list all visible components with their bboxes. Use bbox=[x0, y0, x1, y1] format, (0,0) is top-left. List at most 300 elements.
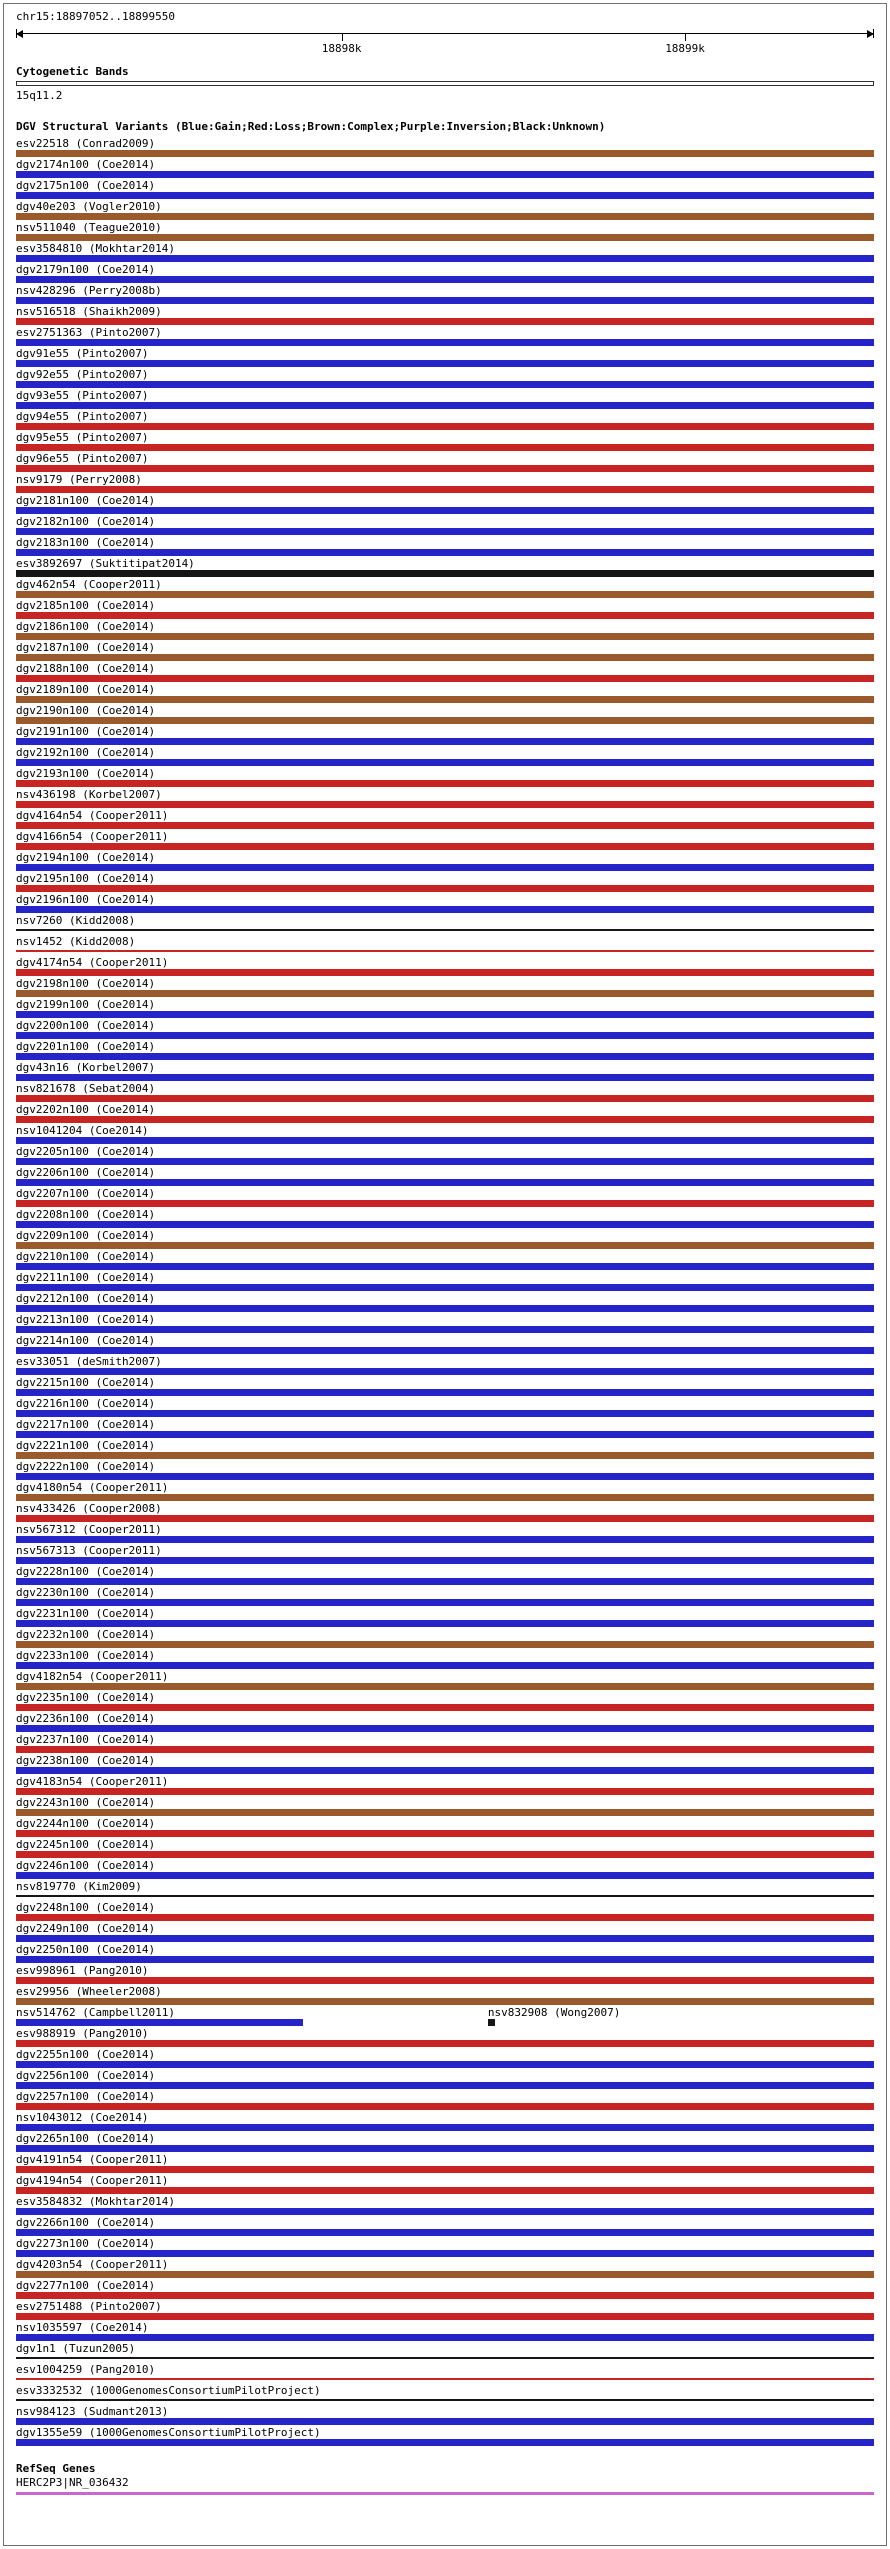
variant-bar[interactable] bbox=[16, 1788, 874, 1795]
variant-row bbox=[16, 537, 874, 558]
variant-label: dgv2210n100 (Coe2014) bbox=[16, 1250, 156, 1263]
variant-row bbox=[16, 1356, 874, 1377]
variant-bar[interactable] bbox=[16, 1914, 874, 1921]
variant-bar[interactable] bbox=[16, 2208, 874, 2215]
variant-label: dgv2213n100 (Coe2014) bbox=[16, 1313, 156, 1326]
variant-bar[interactable] bbox=[16, 2082, 874, 2089]
variant-label: dgv2216n100 (Coe2014) bbox=[16, 1397, 156, 1410]
variant-bar[interactable] bbox=[16, 150, 874, 157]
variant-row bbox=[16, 453, 874, 474]
variant-bar[interactable] bbox=[16, 633, 874, 640]
variant-row bbox=[16, 915, 874, 936]
variant-label: dgv2211n100 (Coe2014) bbox=[16, 1271, 156, 1284]
variant-row bbox=[16, 663, 874, 684]
variant-label: dgv2207n100 (Coe2014) bbox=[16, 1187, 156, 1200]
variant-label: nsv819770 (Kim2009) bbox=[16, 1880, 142, 1893]
variant-label: dgv2200n100 (Coe2014) bbox=[16, 1019, 156, 1032]
variant-bar[interactable] bbox=[16, 1053, 874, 1060]
variant-label: nsv832908 (Wong2007) bbox=[487, 2006, 621, 2019]
variant-bar[interactable] bbox=[16, 675, 874, 682]
variant-label: esv3332532 (1000GenomesConsortiumPilotProject) bbox=[16, 2384, 321, 2397]
variant-bar[interactable] bbox=[16, 1767, 874, 1774]
variant-row bbox=[16, 2070, 874, 2091]
variant-row bbox=[16, 1251, 874, 1272]
variant-bar[interactable] bbox=[16, 1032, 874, 1039]
variant-row bbox=[16, 1461, 874, 1482]
variant-label: esv998961 (Pang2010) bbox=[16, 1964, 149, 1977]
variant-bar[interactable] bbox=[16, 1305, 874, 1312]
variant-row bbox=[16, 1419, 874, 1440]
variant-label: dgv4182n54 (Cooper2011) bbox=[16, 1670, 169, 1683]
variant-label: nsv1035597 (Coe2014) bbox=[16, 2321, 149, 2334]
variant-row bbox=[16, 1503, 874, 1524]
variant-bar[interactable] bbox=[16, 297, 874, 304]
variant-row bbox=[16, 2154, 874, 2175]
variant-bar[interactable] bbox=[16, 2103, 874, 2110]
variant-bar[interactable] bbox=[16, 1116, 874, 1123]
variant-label: nsv516518 (Shaikh2009) bbox=[16, 305, 162, 318]
cytoband-label: 15q11.2 bbox=[16, 89, 63, 102]
variant-row bbox=[16, 600, 874, 621]
variant-bar[interactable] bbox=[16, 2019, 303, 2026]
variant-row bbox=[16, 306, 874, 327]
variant-bar[interactable] bbox=[16, 929, 874, 931]
variant-label: dgv2174n100 (Coe2014) bbox=[16, 158, 156, 171]
ruler-tick-label: 18898k bbox=[321, 42, 362, 55]
variant-row bbox=[16, 2112, 874, 2133]
variant-bar[interactable] bbox=[16, 1263, 874, 1270]
variant-label: dgv2186n100 (Coe2014) bbox=[16, 620, 156, 633]
variant-row bbox=[16, 726, 874, 747]
variant-label: dgv43n16 (Korbel2007) bbox=[16, 1061, 156, 1074]
variant-row bbox=[16, 957, 874, 978]
variant-label: dgv4194n54 (Cooper2011) bbox=[16, 2174, 169, 2187]
variant-label: dgv2187n100 (Coe2014) bbox=[16, 641, 156, 654]
variant-bar[interactable] bbox=[16, 1515, 874, 1522]
variant-row bbox=[16, 1545, 874, 1566]
variant-label: dgv2217n100 (Coe2014) bbox=[16, 1418, 156, 1431]
variant-label: esv3892697 (Suktitipat2014) bbox=[16, 557, 195, 570]
region-coordinates-label: chr15:18897052..18899550 bbox=[16, 10, 175, 23]
variant-label: dgv2212n100 (Coe2014) bbox=[16, 1292, 156, 1305]
variant-bar[interactable] bbox=[16, 507, 874, 514]
variant-row bbox=[16, 1566, 874, 1587]
variant-label: dgv96e55 (Pinto2007) bbox=[16, 452, 149, 465]
variant-bar[interactable] bbox=[16, 1347, 874, 1354]
variant-bar[interactable] bbox=[16, 1137, 874, 1144]
variant-bar[interactable] bbox=[16, 1536, 874, 1543]
variant-label: dgv2179n100 (Coe2014) bbox=[16, 263, 156, 276]
variant-bar[interactable] bbox=[16, 255, 874, 262]
variant-row bbox=[16, 222, 874, 243]
variant-label: dgv4180n54 (Cooper2011) bbox=[16, 1481, 169, 1494]
variant-row bbox=[16, 2238, 874, 2259]
variant-row bbox=[16, 789, 874, 810]
variant-bar[interactable] bbox=[16, 1956, 874, 1963]
variant-label: dgv91e55 (Pinto2007) bbox=[16, 347, 149, 360]
variant-label: esv29956 (Wheeler2008) bbox=[16, 1985, 162, 1998]
variant-row bbox=[16, 1062, 874, 1083]
variant-row bbox=[16, 1398, 874, 1419]
variant-row bbox=[16, 936, 874, 957]
variant-bar[interactable] bbox=[16, 612, 874, 619]
variant-row bbox=[16, 810, 874, 831]
variant-bar[interactable] bbox=[16, 1599, 874, 1606]
variant-bar[interactable] bbox=[16, 1473, 874, 1480]
variant-bar[interactable] bbox=[16, 213, 874, 220]
variant-bar[interactable] bbox=[16, 1851, 874, 1858]
variant-row bbox=[16, 852, 874, 873]
variant-label: dgv2243n100 (Coe2014) bbox=[16, 1796, 156, 1809]
variant-bar[interactable] bbox=[16, 1284, 874, 1291]
variant-bar[interactable] bbox=[16, 1158, 874, 1165]
variant-row bbox=[16, 1335, 874, 1356]
variant-label: dgv2273n100 (Coe2014) bbox=[16, 2237, 156, 2250]
variant-label: dgv2189n100 (Coe2014) bbox=[16, 683, 156, 696]
variant-bar[interactable] bbox=[16, 990, 874, 997]
variant-bar[interactable] bbox=[16, 2378, 874, 2380]
variant-bar[interactable] bbox=[16, 1074, 874, 1081]
variant-label: dgv2222n100 (Coe2014) bbox=[16, 1460, 156, 1473]
variant-row bbox=[16, 1167, 874, 1188]
variant-label: dgv2198n100 (Coe2014) bbox=[16, 977, 156, 990]
variant-bar[interactable] bbox=[16, 1389, 874, 1396]
variant-label: dgv2183n100 (Coe2014) bbox=[16, 536, 156, 549]
variant-bar[interactable] bbox=[16, 801, 874, 808]
variant-bar[interactable] bbox=[16, 1895, 874, 1897]
variant-bar[interactable] bbox=[16, 822, 874, 829]
coordinate-ruler bbox=[16, 27, 874, 61]
variant-bar[interactable] bbox=[16, 696, 874, 703]
variant-bar[interactable] bbox=[488, 2019, 495, 2026]
variant-label: nsv984123 (Sudmant2013) bbox=[16, 2405, 169, 2418]
variant-bar[interactable] bbox=[16, 318, 874, 325]
variant-bar[interactable] bbox=[16, 1998, 874, 2005]
variant-bar[interactable] bbox=[16, 423, 874, 430]
variant-label: dgv4164n54 (Cooper2011) bbox=[16, 809, 169, 822]
variant-label: dgv2231n100 (Coe2014) bbox=[16, 1607, 156, 1620]
variant-label: dgv2206n100 (Coe2014) bbox=[16, 1166, 156, 1179]
variant-label: dgv2246n100 (Coe2014) bbox=[16, 1859, 156, 1872]
variant-bar[interactable] bbox=[16, 1368, 874, 1375]
variant-bar[interactable] bbox=[16, 1557, 874, 1564]
variant-bar[interactable] bbox=[16, 591, 874, 598]
variant-bar[interactable] bbox=[16, 1809, 874, 1816]
variant-bar[interactable] bbox=[16, 1095, 874, 1102]
variant-row bbox=[16, 411, 874, 432]
variant-bar[interactable] bbox=[16, 465, 874, 472]
variant-label: dgv2175n100 (Coe2014) bbox=[16, 179, 156, 192]
variant-label: nsv1452 (Kidd2008) bbox=[16, 935, 136, 948]
variant-bar[interactable] bbox=[16, 528, 874, 535]
variant-row bbox=[16, 390, 874, 411]
ruler-line bbox=[16, 33, 874, 34]
variant-label: dgv4174n54 (Cooper2011) bbox=[16, 956, 169, 969]
variant-label: dgv2255n100 (Coe2014) bbox=[16, 2048, 156, 2061]
variant-bar[interactable] bbox=[16, 1683, 874, 1690]
variant-label: esv33051 (deSmith2007) bbox=[16, 1355, 162, 1368]
variant-bar[interactable] bbox=[16, 1620, 874, 1627]
variant-bar[interactable] bbox=[16, 381, 874, 388]
variant-row bbox=[16, 1272, 874, 1293]
variant-label: dgv2208n100 (Coe2014) bbox=[16, 1208, 156, 1221]
refseq-genes-title: RefSeq Genes bbox=[16, 2462, 96, 2475]
variant-bar[interactable] bbox=[16, 969, 874, 976]
variant-bar[interactable] bbox=[16, 1200, 874, 1207]
variant-label: dgv2265n100 (Coe2014) bbox=[16, 2132, 156, 2145]
variant-label: dgv4166n54 (Cooper2011) bbox=[16, 830, 169, 843]
variant-label: dgv2190n100 (Coe2014) bbox=[16, 704, 156, 717]
variant-label: dgv2277n100 (Coe2014) bbox=[16, 2279, 156, 2292]
variant-row bbox=[16, 873, 874, 894]
variant-row bbox=[16, 1293, 874, 1314]
variant-label: dgv2205n100 (Coe2014) bbox=[16, 1145, 156, 1158]
variant-label: dgv2237n100 (Coe2014) bbox=[16, 1733, 156, 1746]
variant-bar[interactable] bbox=[16, 1326, 874, 1333]
variant-row bbox=[16, 1986, 874, 2007]
variant-label: dgv2257n100 (Coe2014) bbox=[16, 2090, 156, 2103]
variant-row bbox=[16, 894, 874, 915]
variant-label: dgv2249n100 (Coe2014) bbox=[16, 1922, 156, 1935]
variant-row bbox=[16, 1587, 874, 1608]
variant-bar[interactable] bbox=[16, 2061, 874, 2068]
variant-label: esv3584832 (Mokhtar2014) bbox=[16, 2195, 175, 2208]
variant-label: dgv2230n100 (Coe2014) bbox=[16, 1586, 156, 1599]
variant-label: dgv2266n100 (Coe2014) bbox=[16, 2216, 156, 2229]
variant-bar[interactable] bbox=[16, 2166, 874, 2173]
variant-label: nsv514762 (Campbell2011) bbox=[16, 2006, 175, 2019]
variant-bar[interactable] bbox=[16, 402, 874, 409]
variant-label: dgv2202n100 (Coe2014) bbox=[16, 1103, 156, 1116]
dgv-variants-track bbox=[16, 138, 874, 2448]
dgv-track-title: DGV Structural Variants (Blue:Gain;Red:Loss;Brown:Complex;Purple:Inversion;Black:Unknown) bbox=[16, 120, 606, 133]
variant-row bbox=[16, 285, 874, 306]
variant-row bbox=[16, 2301, 874, 2322]
variant-label: nsv567312 (Cooper2011) bbox=[16, 1523, 162, 1536]
variant-label: dgv4203n54 (Cooper2011) bbox=[16, 2258, 169, 2271]
variant-label: dgv2215n100 (Coe2014) bbox=[16, 1376, 156, 1389]
ruler-major-tick bbox=[342, 33, 343, 41]
variant-bar[interactable] bbox=[16, 2292, 874, 2299]
variant-row bbox=[16, 1230, 874, 1251]
cytoband-box[interactable] bbox=[16, 81, 874, 86]
variant-bar[interactable] bbox=[16, 1452, 874, 1459]
variant-label: dgv2195n100 (Coe2014) bbox=[16, 872, 156, 885]
variant-bar[interactable] bbox=[16, 1704, 874, 1711]
variant-bar[interactable] bbox=[16, 717, 874, 724]
cytogenetic-bands-track bbox=[16, 78, 874, 116]
variant-row bbox=[16, 1965, 874, 1986]
variant-label: dgv2236n100 (Coe2014) bbox=[16, 1712, 156, 1725]
variant-bar[interactable] bbox=[16, 486, 874, 493]
variant-row bbox=[16, 495, 874, 516]
variant-bar[interactable] bbox=[16, 1494, 874, 1501]
variant-bar[interactable] bbox=[16, 1431, 874, 1438]
variant-row bbox=[16, 1083, 874, 1104]
variant-bar[interactable] bbox=[16, 2187, 874, 2194]
variant-row bbox=[16, 1041, 874, 1062]
variant-row bbox=[16, 432, 874, 453]
variant-bar[interactable] bbox=[16, 2418, 874, 2425]
variant-label: dgv2196n100 (Coe2014) bbox=[16, 893, 156, 906]
variant-row bbox=[16, 2175, 874, 2196]
variant-bar[interactable] bbox=[16, 2124, 874, 2131]
variant-row bbox=[16, 2091, 874, 2112]
variant-label: dgv2248n100 (Coe2014) bbox=[16, 1901, 156, 1914]
genome-browser-panel bbox=[3, 3, 887, 2546]
variant-label: dgv1n1 (Tuzun2005) bbox=[16, 2342, 136, 2355]
variant-label: dgv2250n100 (Coe2014) bbox=[16, 1943, 156, 1956]
refseq-genes-track bbox=[16, 2475, 874, 2507]
variant-label: dgv4183n54 (Cooper2011) bbox=[16, 1775, 169, 1788]
variant-bar[interactable] bbox=[16, 1578, 874, 1585]
variant-bar[interactable] bbox=[16, 759, 874, 766]
gene-label: HERC2P3|NR_036432 bbox=[16, 2476, 129, 2489]
variant-label: nsv433426 (Cooper2008) bbox=[16, 1502, 162, 1515]
variant-row bbox=[16, 1125, 874, 1146]
variant-label: dgv2181n100 (Coe2014) bbox=[16, 494, 156, 507]
variant-row bbox=[16, 558, 874, 579]
variant-bar[interactable] bbox=[16, 1830, 874, 1837]
variant-label: dgv2193n100 (Coe2014) bbox=[16, 767, 156, 780]
variant-label: esv2751488 (Pinto2007) bbox=[16, 2300, 162, 2313]
variant-row bbox=[16, 2007, 874, 2028]
variant-bar[interactable] bbox=[16, 885, 874, 892]
variant-label: dgv462n54 (Cooper2011) bbox=[16, 578, 162, 591]
variant-row bbox=[16, 2049, 874, 2070]
variant-bar[interactable] bbox=[16, 570, 874, 577]
variant-row bbox=[16, 2259, 874, 2280]
variant-row bbox=[16, 2028, 874, 2049]
variant-bar[interactable] bbox=[16, 738, 874, 745]
variant-bar[interactable] bbox=[16, 864, 874, 871]
variant-row bbox=[16, 516, 874, 537]
variant-row bbox=[16, 138, 874, 159]
variant-bar[interactable] bbox=[16, 1746, 874, 1753]
variant-row bbox=[16, 642, 874, 663]
variant-bar[interactable] bbox=[16, 2229, 874, 2236]
variant-bar[interactable] bbox=[16, 1977, 874, 1984]
variant-label: nsv567313 (Cooper2011) bbox=[16, 1544, 162, 1557]
variant-row bbox=[16, 1902, 874, 1923]
variant-label: dgv2245n100 (Coe2014) bbox=[16, 1838, 156, 1851]
variant-bar[interactable] bbox=[16, 1410, 874, 1417]
variant-bar[interactable] bbox=[16, 444, 874, 451]
variant-label: nsv9179 (Perry2008) bbox=[16, 473, 142, 486]
variant-row bbox=[16, 621, 874, 642]
variant-row bbox=[16, 1209, 874, 1230]
variant-row bbox=[16, 1146, 874, 1167]
variant-bar[interactable] bbox=[16, 1242, 874, 1249]
variant-bar[interactable] bbox=[16, 1011, 874, 1018]
variant-label: dgv95e55 (Pinto2007) bbox=[16, 431, 149, 444]
variant-bar[interactable] bbox=[16, 843, 874, 850]
variant-bar[interactable] bbox=[16, 2271, 874, 2278]
variant-row bbox=[16, 243, 874, 264]
variant-bar[interactable] bbox=[16, 2399, 874, 2401]
variant-bar[interactable] bbox=[16, 339, 874, 346]
variant-label: dgv2199n100 (Coe2014) bbox=[16, 998, 156, 1011]
variant-label: dgv4191n54 (Cooper2011) bbox=[16, 2153, 169, 2166]
variant-row bbox=[16, 999, 874, 1020]
variant-label: nsv428296 (Perry2008b) bbox=[16, 284, 162, 297]
variant-row bbox=[16, 1440, 874, 1461]
variant-bar[interactable] bbox=[16, 2250, 874, 2257]
variant-bar[interactable] bbox=[16, 234, 874, 241]
variant-row bbox=[16, 1818, 874, 1839]
variant-label: dgv1355e59 (1000GenomesConsortiumPilotProject) bbox=[16, 2426, 321, 2439]
variant-bar[interactable] bbox=[16, 2334, 874, 2341]
variant-row bbox=[16, 1755, 874, 1776]
variant-bar[interactable] bbox=[16, 1725, 874, 1732]
variant-row bbox=[16, 2196, 874, 2217]
variant-bar[interactable] bbox=[16, 1872, 874, 1879]
variant-row bbox=[16, 747, 874, 768]
variant-label: esv2751363 (Pinto2007) bbox=[16, 326, 162, 339]
variant-bar[interactable] bbox=[16, 950, 874, 952]
variant-label: esv3584810 (Mokhtar2014) bbox=[16, 242, 175, 255]
variant-bar[interactable] bbox=[16, 780, 874, 787]
variant-row bbox=[16, 1314, 874, 1335]
variant-bar[interactable] bbox=[16, 906, 874, 913]
variant-bar[interactable] bbox=[16, 1179, 874, 1186]
ruler-tick-label: 18899k bbox=[665, 42, 705, 55]
variant-bar[interactable] bbox=[16, 2357, 874, 2359]
variant-bar[interactable] bbox=[16, 2040, 874, 2047]
variant-bar[interactable] bbox=[16, 549, 874, 556]
variant-row bbox=[16, 831, 874, 852]
variant-bar[interactable] bbox=[16, 276, 874, 283]
variant-bar[interactable] bbox=[16, 1221, 874, 1228]
variant-label: nsv511040 (Teague2010) bbox=[16, 221, 162, 234]
variant-bar[interactable] bbox=[16, 1935, 874, 1942]
variant-row bbox=[16, 474, 874, 495]
variant-label: dgv92e55 (Pinto2007) bbox=[16, 368, 149, 381]
variant-label: dgv2233n100 (Coe2014) bbox=[16, 1649, 156, 1662]
variant-row bbox=[16, 1650, 874, 1671]
variant-row bbox=[16, 180, 874, 201]
variant-label: nsv7260 (Kidd2008) bbox=[16, 914, 136, 927]
variant-bar[interactable] bbox=[16, 2145, 874, 2152]
variant-row bbox=[16, 2133, 874, 2154]
variant-row bbox=[16, 2322, 874, 2343]
variant-label: nsv436198 (Korbel2007) bbox=[16, 788, 162, 801]
variant-row bbox=[16, 1629, 874, 1650]
variant-bar[interactable] bbox=[16, 2439, 874, 2446]
variant-bar[interactable] bbox=[16, 171, 874, 178]
variant-bar[interactable] bbox=[16, 1641, 874, 1648]
variant-label: esv988919 (Pang2010) bbox=[16, 2027, 149, 2040]
cytogenetic-bands-title: Cytogenetic Bands bbox=[16, 65, 129, 78]
variant-row bbox=[16, 2217, 874, 2238]
variant-bar[interactable] bbox=[16, 1662, 874, 1669]
variant-label: dgv2244n100 (Coe2014) bbox=[16, 1817, 156, 1830]
variant-label: dgv2256n100 (Coe2014) bbox=[16, 2069, 156, 2082]
variant-row bbox=[16, 1923, 874, 1944]
ruler-major-tick bbox=[685, 33, 686, 41]
variant-row bbox=[16, 264, 874, 285]
variant-row bbox=[16, 327, 874, 348]
gene-bar[interactable] bbox=[16, 2492, 874, 2495]
variant-bar[interactable] bbox=[16, 2313, 874, 2320]
variant-row bbox=[16, 2427, 874, 2448]
variant-bar[interactable] bbox=[16, 192, 874, 199]
variant-bar[interactable] bbox=[16, 654, 874, 661]
variant-row bbox=[16, 1860, 874, 1881]
variant-row bbox=[16, 2385, 874, 2406]
variant-row bbox=[16, 2406, 874, 2427]
variant-bar[interactable] bbox=[16, 360, 874, 367]
